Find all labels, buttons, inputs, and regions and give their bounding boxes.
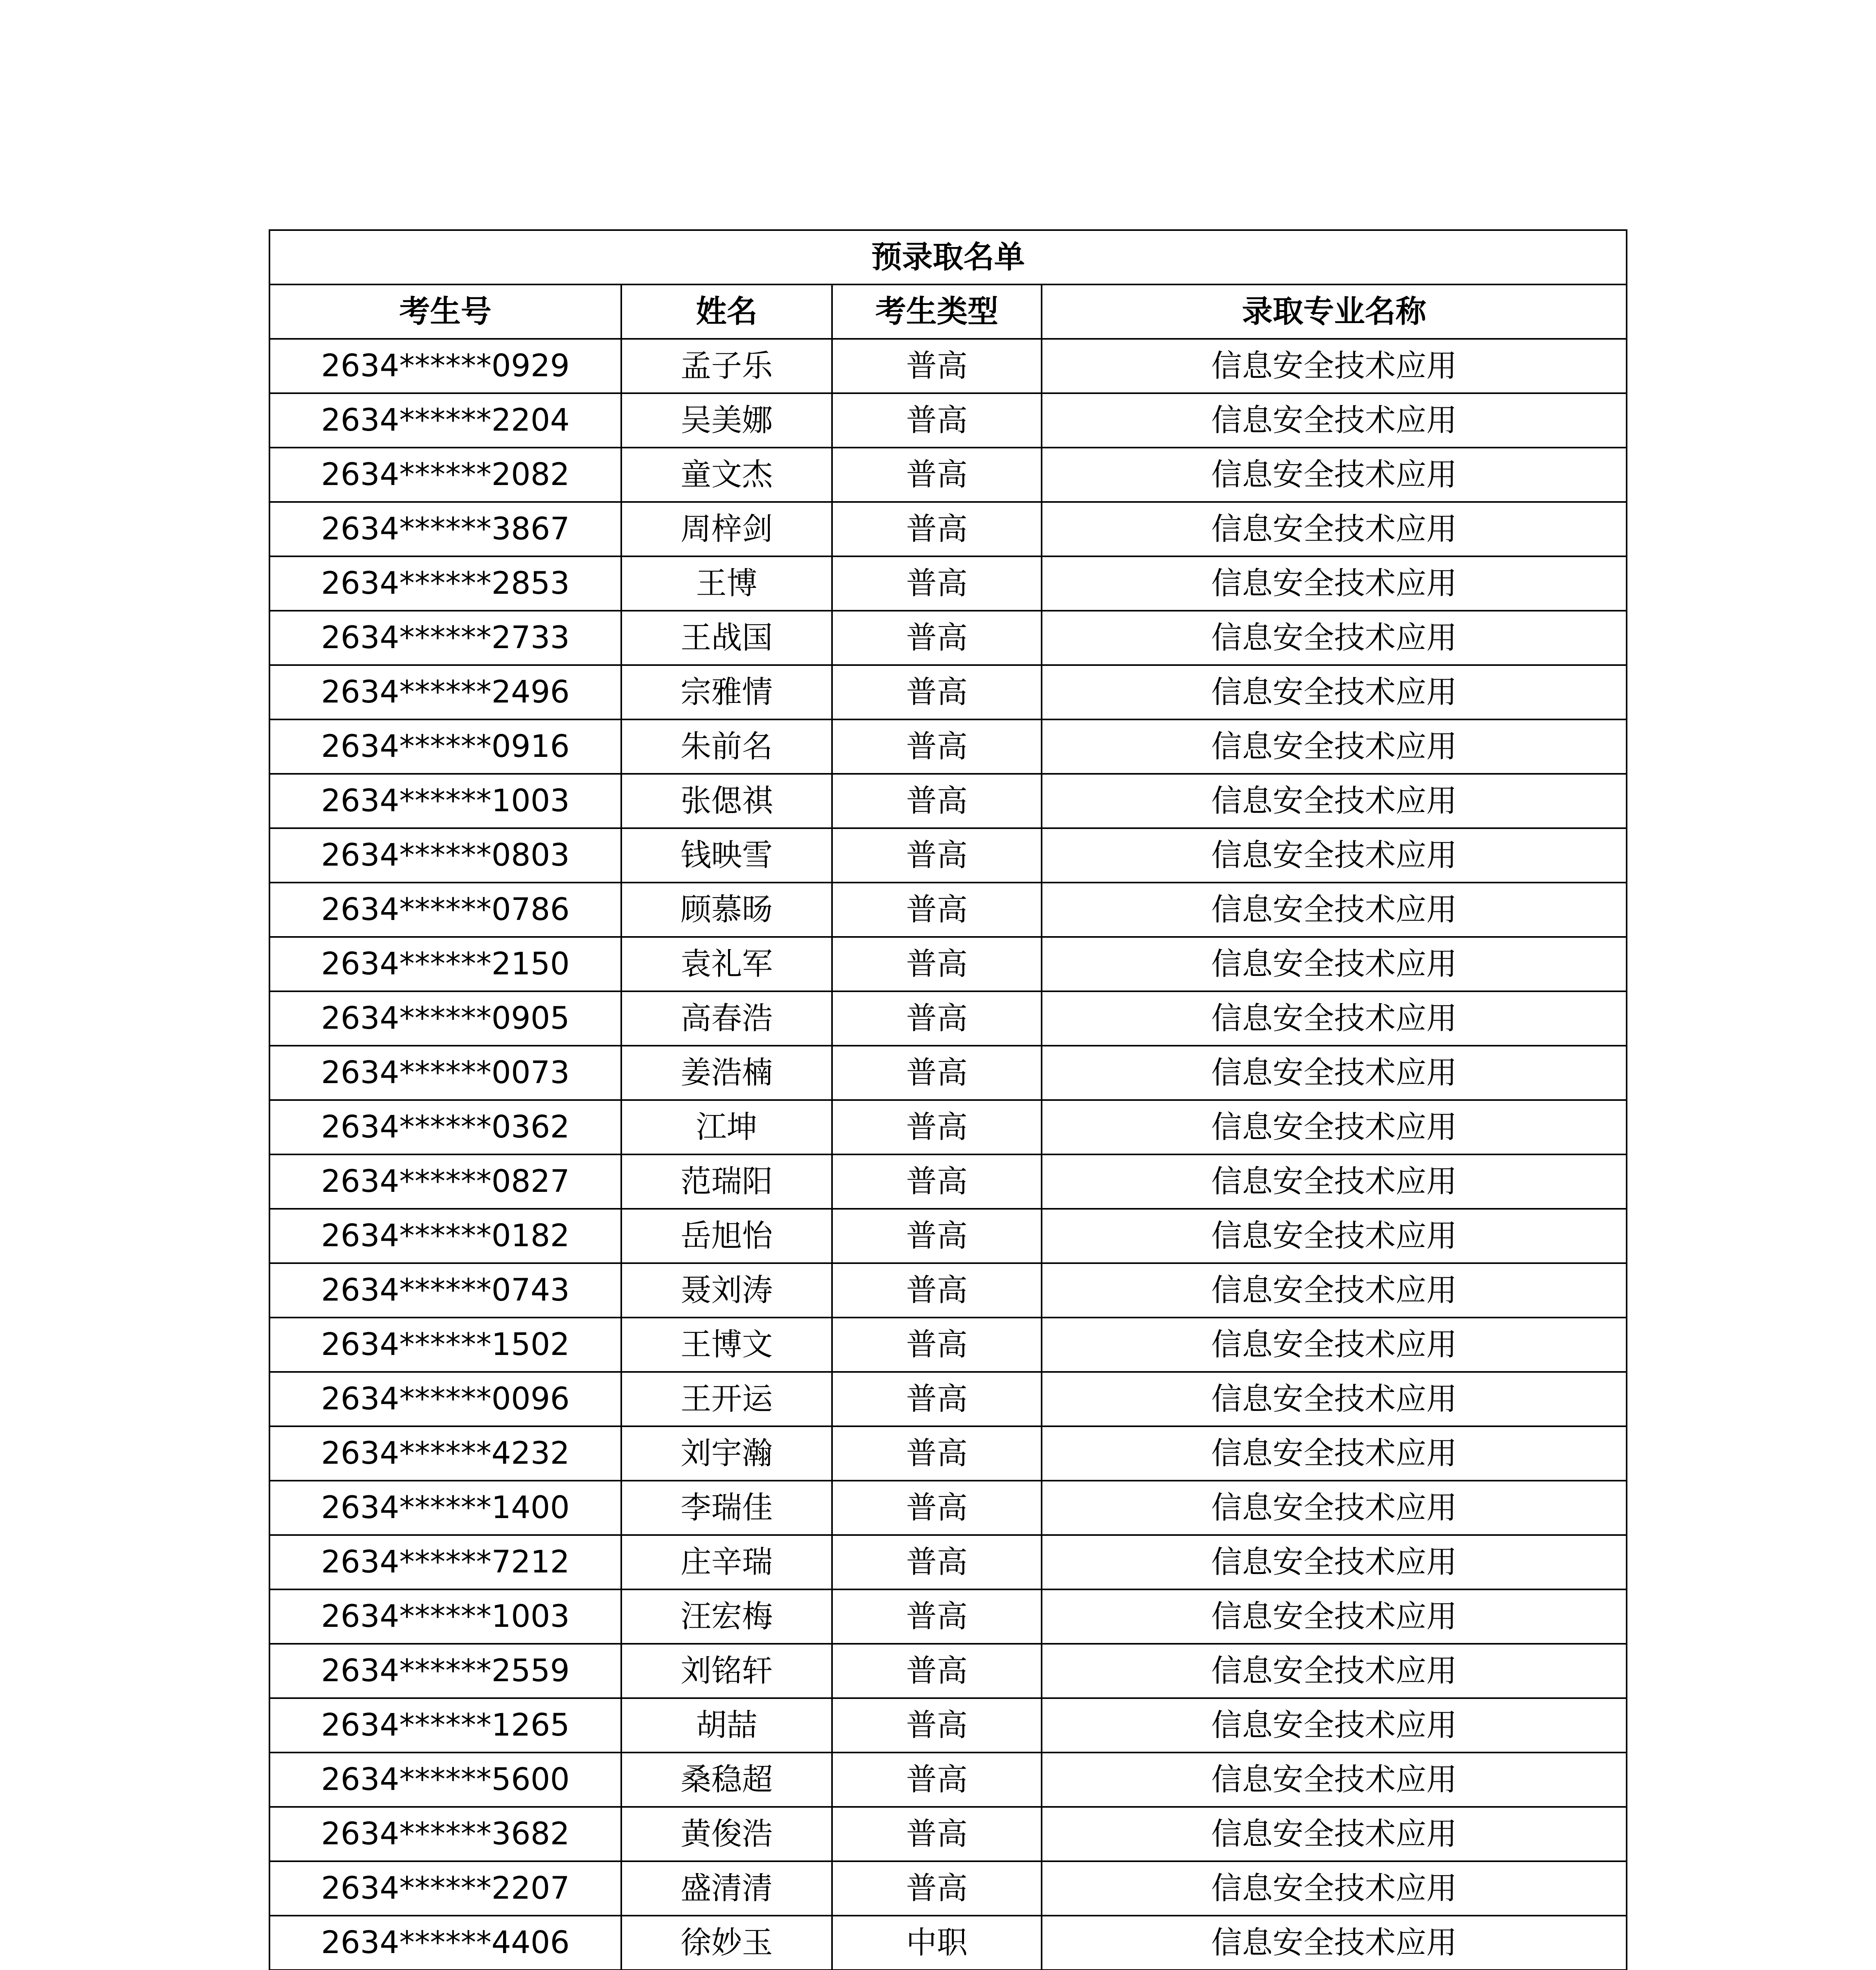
cell-candidate-type: 普高 [832,1644,1042,1698]
cell-candidate-type: 普高 [832,339,1042,393]
table-row [269,448,1627,502]
cell-candidate-type: 普高 [832,1318,1042,1372]
cell-candidate-id: 2634******2150 [269,937,621,991]
cell-candidate-id: 2634******0096 [269,1372,621,1426]
header-candidate-id: 考生号 [269,284,621,339]
table-row [269,1481,1627,1535]
cell-candidate-type: 普高 [832,665,1042,719]
cell-major: 信息安全技术应用 [1042,937,1627,991]
cell-major: 信息安全技术应用 [1042,611,1627,665]
table-row [269,1589,1627,1644]
cell-candidate-id: 2634******4406 [269,1916,621,1970]
table-row [269,339,1627,393]
cell-candidate-id: 2634******0362 [269,1100,621,1154]
table-row [269,1372,1627,1426]
cell-major: 信息安全技术应用 [1042,1807,1627,1861]
cell-name: 汪宏梅 [621,1589,832,1644]
table-row [269,502,1627,556]
cell-candidate-id: 2634******3682 [269,1807,621,1861]
cell-name: 高春浩 [621,991,832,1046]
table-row [269,719,1627,774]
cell-candidate-type: 普高 [832,1372,1042,1426]
cell-major: 信息安全技术应用 [1042,1644,1627,1698]
cell-candidate-type: 普高 [832,611,1042,665]
cell-major: 信息安全技术应用 [1042,828,1627,883]
cell-candidate-id: 2634******1400 [269,1481,621,1535]
cell-name: 周梓剑 [621,502,832,556]
cell-name: 王开运 [621,1372,832,1426]
table-row [269,611,1627,665]
cell-name: 朱前名 [621,719,832,774]
cell-candidate-id: 2634******0182 [269,1209,621,1263]
cell-candidate-id: 2634******1502 [269,1318,621,1372]
cell-candidate-id: 2634******2204 [269,393,621,448]
cell-major: 信息安全技术应用 [1042,1263,1627,1318]
cell-candidate-type: 普高 [832,1209,1042,1263]
cell-candidate-id: 2634******3867 [269,502,621,556]
cell-name: 聂刘涛 [621,1263,832,1318]
cell-candidate-type: 普高 [832,1100,1042,1154]
cell-candidate-type: 普高 [832,719,1042,774]
cell-major: 信息安全技术应用 [1042,774,1627,828]
header-major: 录取专业名称 [1042,284,1627,339]
table-row [269,883,1627,937]
table-row [269,393,1627,448]
table-row [269,1807,1627,1861]
cell-major: 信息安全技术应用 [1042,1535,1627,1589]
cell-major: 信息安全技术应用 [1042,1209,1627,1263]
cell-candidate-id: 2634******0905 [269,991,621,1046]
cell-major: 信息安全技术应用 [1042,991,1627,1046]
cell-major: 信息安全技术应用 [1042,1154,1627,1209]
cell-major: 信息安全技术应用 [1042,448,1627,502]
table-title: 预录取名单 [269,230,1627,284]
cell-name: 王博文 [621,1318,832,1372]
cell-candidate-id: 2634******2207 [269,1861,621,1916]
cell-name: 王战国 [621,611,832,665]
cell-candidate-type: 普高 [832,991,1042,1046]
table-row [269,1916,1627,1970]
cell-candidate-id: 2634******1003 [269,774,621,828]
header-name: 姓名 [621,284,832,339]
cell-name: 宗雅情 [621,665,832,719]
cell-candidate-type: 普高 [832,1426,1042,1481]
cell-candidate-id: 2634******0073 [269,1046,621,1100]
cell-name: 庄辛瑞 [621,1535,832,1589]
cell-candidate-type: 普高 [832,556,1042,611]
cell-name: 岳旭怡 [621,1209,832,1263]
cell-candidate-type: 普高 [832,1263,1042,1318]
cell-name: 江坤 [621,1100,832,1154]
cell-candidate-id: 2634******0786 [269,883,621,937]
cell-candidate-type: 普高 [832,1807,1042,1861]
table-row [269,1535,1627,1589]
table-row [269,1046,1627,1100]
cell-name: 范瑞阳 [621,1154,832,1209]
table-row [269,1861,1627,1916]
cell-major: 信息安全技术应用 [1042,1046,1627,1100]
admission-list-table [269,229,1627,1970]
cell-name: 顾慕旸 [621,883,832,937]
cell-candidate-id: 2634******2733 [269,611,621,665]
cell-name: 桑稳超 [621,1753,832,1807]
table-row [269,1644,1627,1698]
cell-name: 徐妙玉 [621,1916,832,1970]
cell-candidate-type: 普高 [832,774,1042,828]
cell-candidate-type: 普高 [832,1481,1042,1535]
cell-major: 信息安全技术应用 [1042,502,1627,556]
cell-name: 童文杰 [621,448,832,502]
cell-candidate-type: 普高 [832,502,1042,556]
cell-candidate-type: 普高 [832,828,1042,883]
table-row [269,1753,1627,1807]
cell-major: 信息安全技术应用 [1042,1481,1627,1535]
cell-major: 信息安全技术应用 [1042,665,1627,719]
table-row [269,937,1627,991]
cell-name: 李瑞佳 [621,1481,832,1535]
cell-candidate-id: 2634******7212 [269,1535,621,1589]
cell-name: 袁礼军 [621,937,832,991]
cell-candidate-type: 普高 [832,1589,1042,1644]
cell-major: 信息安全技术应用 [1042,1589,1627,1644]
title-row [269,230,1627,284]
cell-candidate-id: 2634******4232 [269,1426,621,1481]
cell-candidate-id: 2634******5600 [269,1753,621,1807]
table-row [269,665,1627,719]
cell-candidate-type: 普高 [832,1046,1042,1100]
cell-candidate-type: 普高 [832,937,1042,991]
cell-candidate-id: 2634******0929 [269,339,621,393]
cell-candidate-type: 普高 [832,448,1042,502]
cell-name: 刘铭轩 [621,1644,832,1698]
cell-major: 信息安全技术应用 [1042,1753,1627,1807]
cell-major: 信息安全技术应用 [1042,1100,1627,1154]
header-row [269,284,1627,339]
cell-name: 吴美娜 [621,393,832,448]
table-row [269,1100,1627,1154]
table-row [269,1698,1627,1753]
cell-name: 孟子乐 [621,339,832,393]
table-row [269,1154,1627,1209]
cell-major: 信息安全技术应用 [1042,1426,1627,1481]
cell-name: 黄俊浩 [621,1807,832,1861]
table-row [269,774,1627,828]
cell-major: 信息安全技术应用 [1042,883,1627,937]
cell-candidate-id: 2634******0827 [269,1154,621,1209]
cell-candidate-type: 普高 [832,1861,1042,1916]
cell-name: 张偲祺 [621,774,832,828]
cell-major: 信息安全技术应用 [1042,719,1627,774]
cell-name: 胡喆 [621,1698,832,1753]
header-candidate-type: 考生类型 [832,284,1042,339]
cell-candidate-id: 2634******2082 [269,448,621,502]
table-row [269,556,1627,611]
cell-major: 信息安全技术应用 [1042,556,1627,611]
cell-candidate-type: 普高 [832,1698,1042,1753]
cell-major: 信息安全技术应用 [1042,339,1627,393]
cell-candidate-id: 2634******2496 [269,665,621,719]
cell-candidate-type: 普高 [832,883,1042,937]
cell-name: 刘宇瀚 [621,1426,832,1481]
table-row [269,1318,1627,1372]
table-row [269,1426,1627,1481]
table-body [269,339,1627,1970]
table-row [269,1263,1627,1318]
cell-candidate-id: 2634******0916 [269,719,621,774]
cell-candidate-type: 普高 [832,393,1042,448]
cell-candidate-id: 2634******0743 [269,1263,621,1318]
table-row [269,828,1627,883]
cell-name: 盛清清 [621,1861,832,1916]
cell-candidate-type: 普高 [832,1753,1042,1807]
cell-name: 王博 [621,556,832,611]
cell-name: 钱映雪 [621,828,832,883]
cell-major: 信息安全技术应用 [1042,1372,1627,1426]
cell-candidate-id: 2634******1265 [269,1698,621,1753]
cell-major: 信息安全技术应用 [1042,393,1627,448]
cell-candidate-id: 2634******2853 [269,556,621,611]
cell-major: 信息安全技术应用 [1042,1916,1627,1970]
cell-major: 信息安全技术应用 [1042,1318,1627,1372]
cell-candidate-id: 2634******2559 [269,1644,621,1698]
table-row [269,1209,1627,1263]
cell-major: 信息安全技术应用 [1042,1698,1627,1753]
cell-candidate-id: 2634******1003 [269,1589,621,1644]
table-row [269,991,1627,1046]
cell-name: 姜浩楠 [621,1046,832,1100]
cell-candidate-id: 2634******0803 [269,828,621,883]
cell-candidate-type: 普高 [832,1154,1042,1209]
cell-candidate-type: 普高 [832,1535,1042,1589]
cell-major: 信息安全技术应用 [1042,1861,1627,1916]
cell-candidate-type: 中职 [832,1916,1042,1970]
